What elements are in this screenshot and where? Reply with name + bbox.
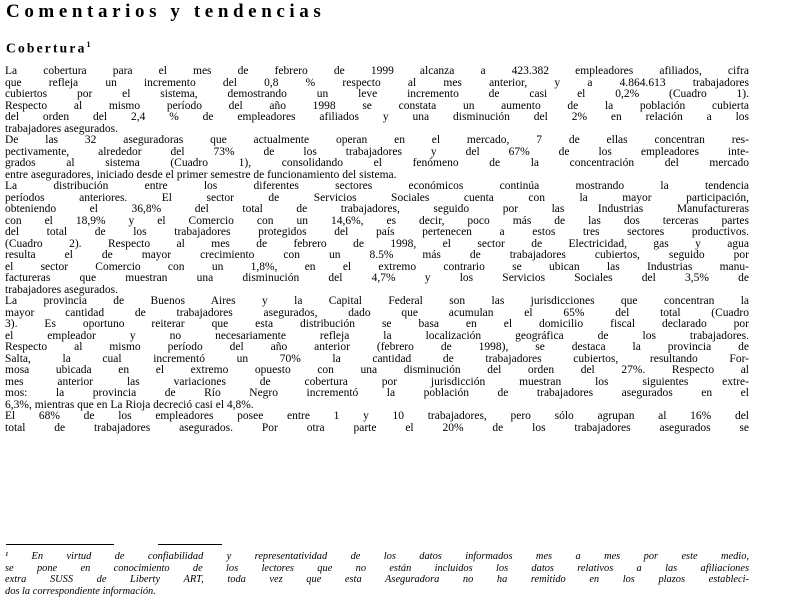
text-line: resulta el de mayor crecimiento con un 8.5% más de trabajadores cubiertos, seguido por [5,249,749,261]
text-line: obteniendo el 36,8% del total de trabajadores, seguido por las Industrias Manufactureras [5,203,749,215]
footnote-line: ¹ En virtud de confiabilidad y representatividad de los datos informados mes a mes por este medio, [5,551,749,562]
text-line: De las 32 aseguradoras que actualmente operan en el mercado, 7 de ellas concentran res- [5,134,749,146]
text-line: La provincia de Buenos Aires y la Capital Federal son las jurisdicciones que concentran la [5,295,749,307]
footnote-line: dos la correspondiente información. [5,585,156,597]
text-line: Salta, la cual incrementó un 70% la cantidad de trabajadores cubiertos, resultando For- [5,352,749,365]
body-text [5,66,749,434]
paragraph [5,296,749,411]
paragraph [5,411,749,434]
paragraph [5,135,749,181]
footnote-line: se pone en conocimiento de los lectores que no están incluidos los datos relativos a las afiliaciones [5,562,749,574]
text-line: grados al sistema (Cuadro 1), consolidando el fenómeno de la concentración del mercado [5,157,749,169]
paragraph [5,181,749,296]
text-line: que refleja un incremento del 0,8 % respecto al mes anterior, y a 4.864.613 trabajadores [5,76,749,89]
page-title: Comentarios y tendencias [6,1,326,22]
text-line: períodos anteriores. El sector de Servicios Sociales cuenta con la mayor participación, [5,191,749,204]
section-heading [6,36,91,58]
text-line: factureras que muestran una disminución del 4,7% y los Servicios Sociales del 3,5% de [5,272,749,284]
text-line: el sector Comercio con un 1,8%, en el extremo contrario se ubican las Industrias manu- [5,260,749,273]
text-line: El 68% de los empleadores posee entre 1 y 10 trabajadores, pero sólo agrupan al 16% del [5,410,749,422]
text-line: el empleador y no necesariamente refleja la localización geográfica de los trabajadores. [5,329,749,342]
text-line: mos: la provincia de Río Negro incrementó la población de trabajadores asegurados en el [5,387,749,399]
footnote-separator [6,544,114,545]
paragraph [5,66,749,135]
footnote-line: extra SUSS de Liberty ART, toda vez que esta Aseguradora no ha remitido en los plazos estableci- [5,574,749,585]
text-line: entre aseguradores, iniciado desde el primer semestre de funcionamiento del sistema. [5,168,397,181]
text-line: pectivamente, alrededor del 73% de los trabajadores y del 67% de los empleadores inte- [5,145,749,158]
text-line: La cobertura para el mes de febrero de 1999 alcanza a 423.382 empleadores afiliados, cifra [5,65,749,77]
text-line: trabajadores asegurados. [5,283,119,296]
footnote [5,551,749,597]
footnote-marker: 1 [86,40,91,49]
text-line: mes anterior las variaciones de cobertura por jurisdicción muestran los siguientes extre- [5,375,749,388]
text-line: con el 18,9% y el Comercio con un 14,6%, es decir, poco más de las dos terceras partes [5,214,749,227]
text-line: 6,3%, mientras que en La Rioja decreció casi el 4,8%. [5,398,254,411]
footnote-separator [158,544,222,545]
text-line: (Cuadro 2). Respecto al mes de febrero de 1998, el sector de Electricidad, gas y agua [5,237,749,250]
text-line: 3). Es oportuno reiterar que esta distribución se basa en el domicilio fiscal declarado por [5,318,749,330]
text-line: cubiertos por el sistema, demostrando un leve incremento de casi el 0,2% (Cuadro 1). [5,88,749,100]
text-line: mayor cantidad de trabajadores asegurados, dado que acumulan el 65% del total (Cuadro [5,306,749,319]
text-line: del orden del 2,4 % de empleadores afiliados y una disminución del 2% en relación a los [5,111,749,123]
text-line: Respecto al mismo período del año anterior (febrero de 1998), se destaca la provincia de [5,341,749,353]
text-line: del total de los trabajadores protegidos del país pertenecen a estos tres sectores productivos. [5,226,749,238]
text-line: Respecto al mismo período del año 1998 se constata un aumento de la población cubierta [5,99,749,112]
section-heading-text: Cobertura [6,40,87,56]
text-line: trabajadores asegurados. [5,122,119,135]
text-line: total de trabajadores asegurados. Por otra parte el 20% de los trabajadores asegurados se [5,421,749,434]
text-line: mosa ubicada en el extremo opuesto con una disminución del orden del 27%. Respecto al [5,364,749,376]
text-line: La distribución entre los diferentes sectores económicos continúa mostrando la tendencia [5,180,749,192]
